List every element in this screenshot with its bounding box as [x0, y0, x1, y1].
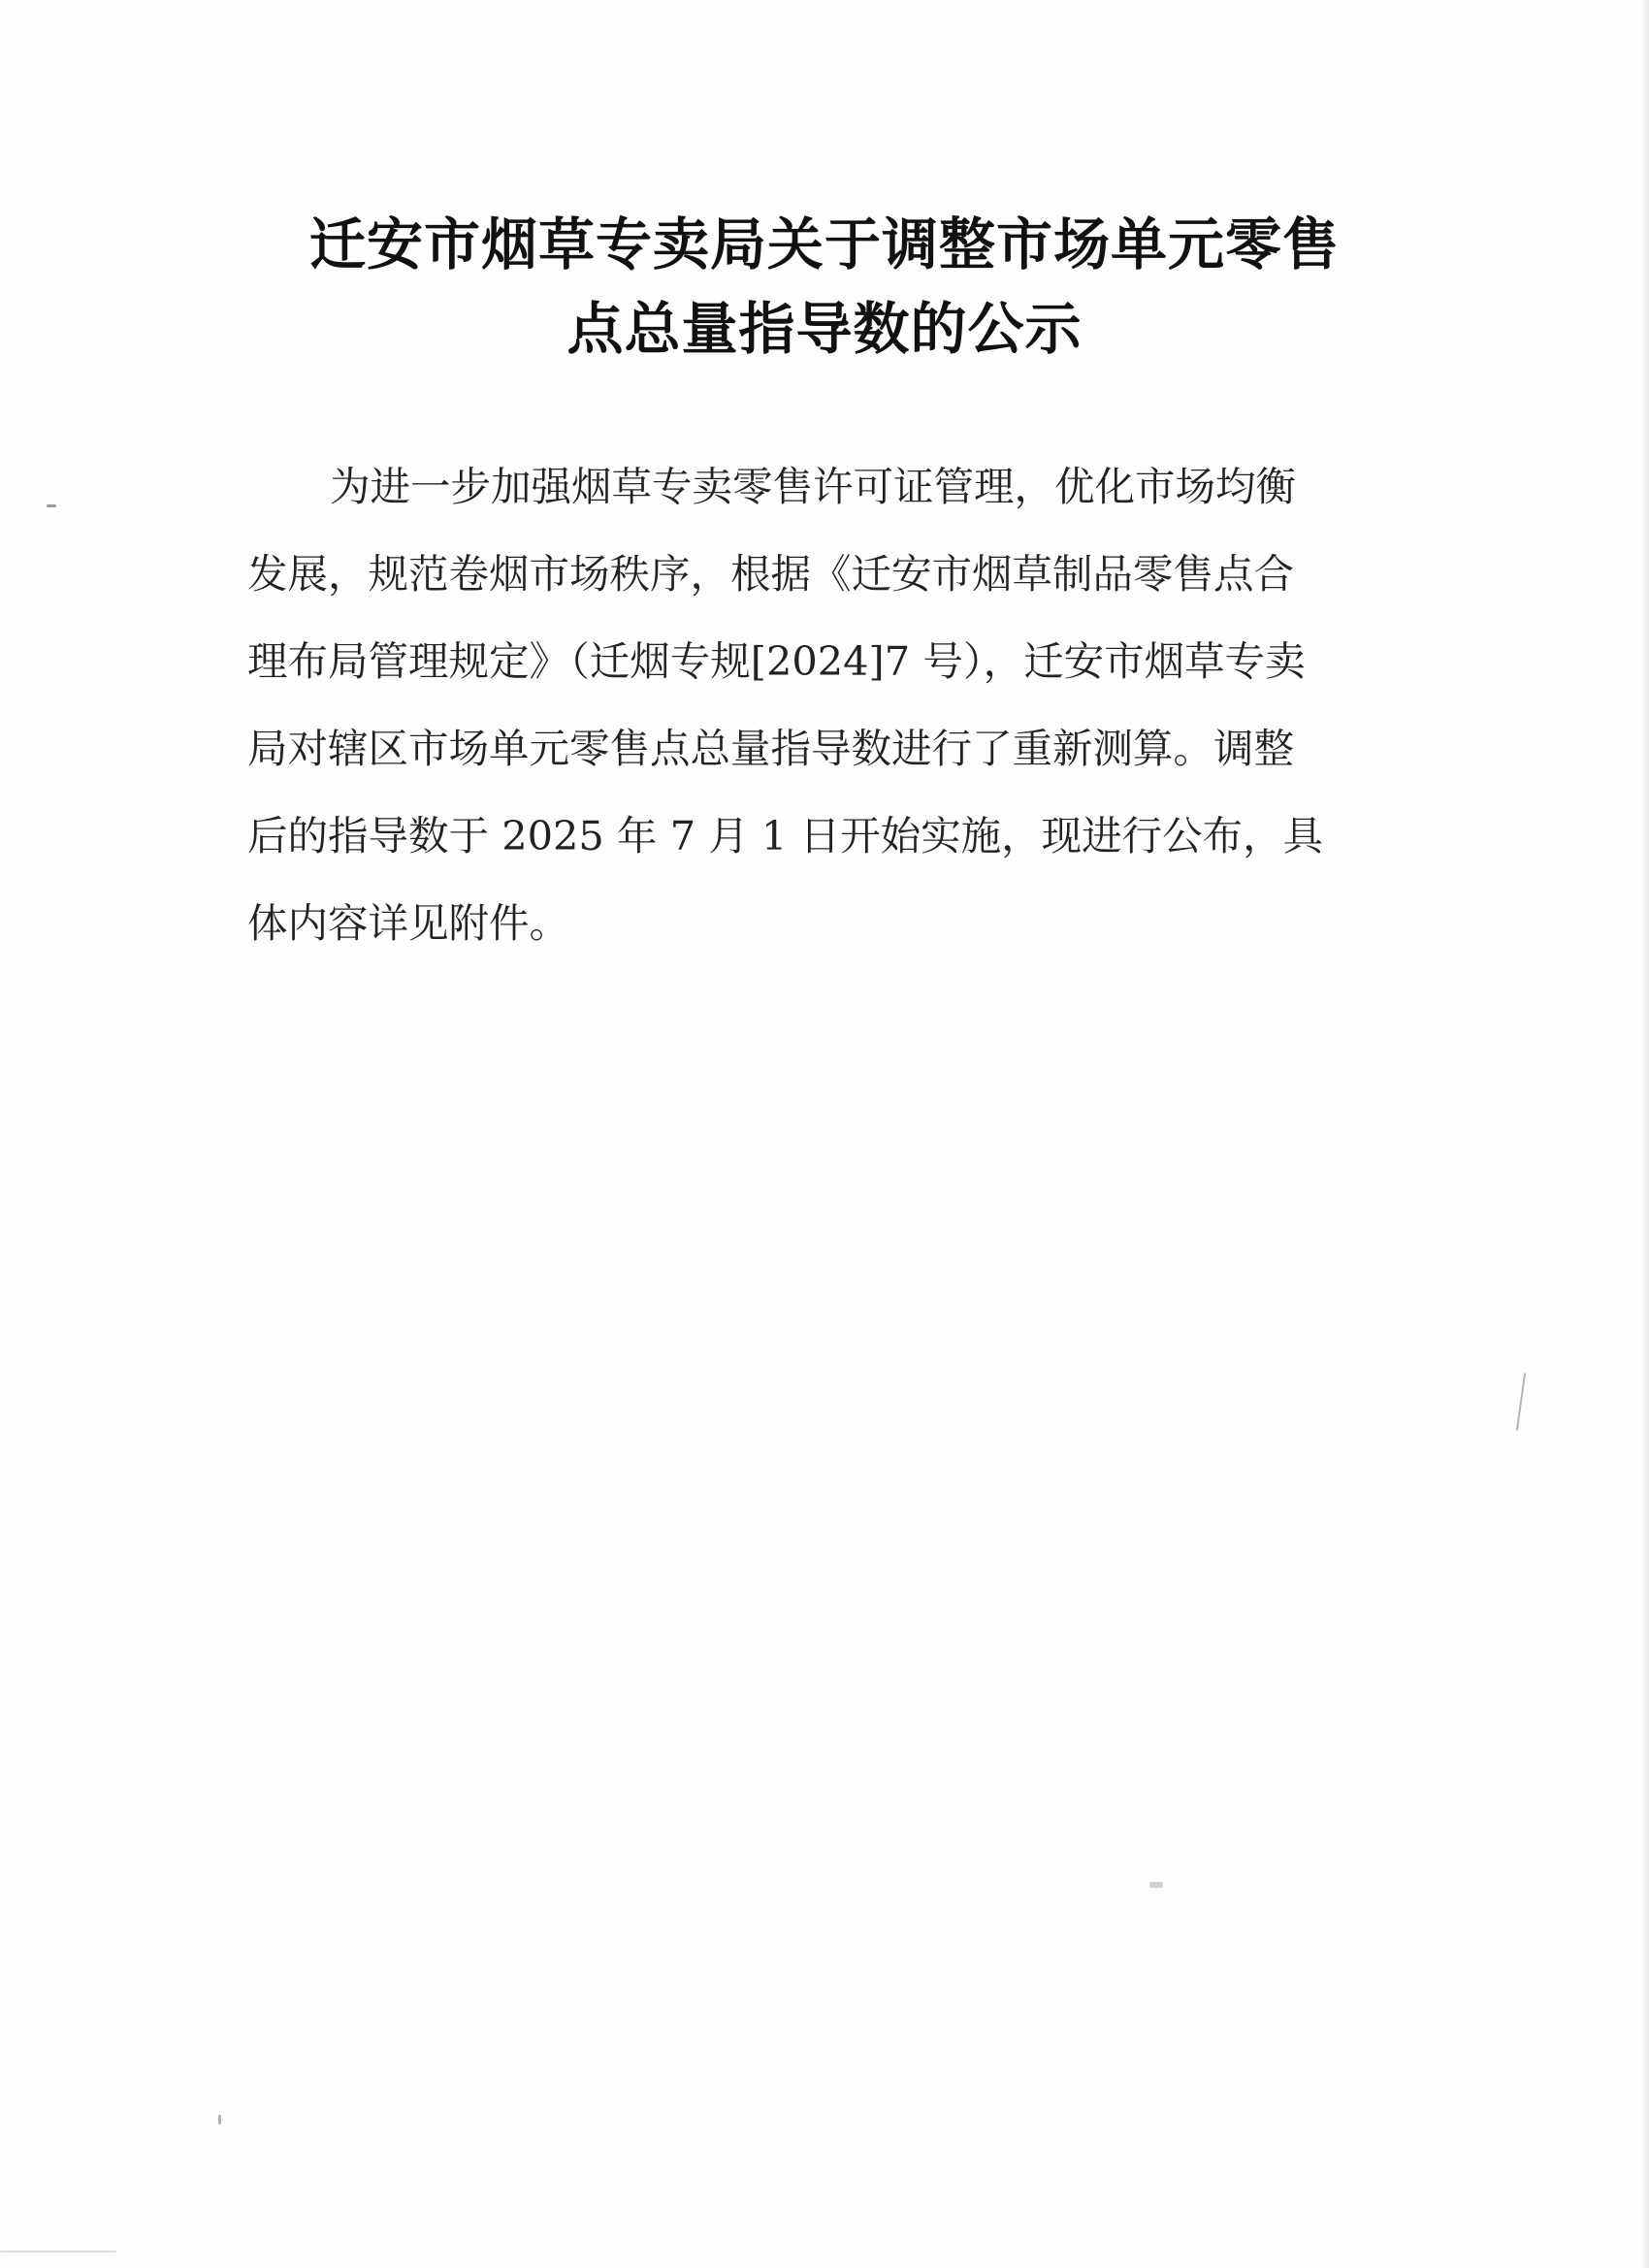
scan-edge-line — [0, 2251, 116, 2252]
scan-speck — [1149, 1882, 1163, 1888]
body-paragraph-line-6: 体内容详见附件。 — [247, 899, 570, 947]
body-paragraph-line-5: 后的指导数于 2025 年 7 月 1 日开始实施，现进行公布，具 — [247, 812, 1324, 859]
scan-speck — [218, 2115, 221, 2124]
body-paragraph-line-4: 局对辖区市场单元零售点总量指导数进行了重新测算。调整 — [247, 725, 1295, 772]
body-paragraph-line-3: 理布局管理规定》（迁烟专规[2024]7 号），迁安市烟草专卖 — [247, 637, 1306, 685]
document-title-line-1: 迁安市烟草专卖局关于调整市场单元零售 — [308, 211, 1340, 277]
document-title-line-2: 点总量指导数的公示 — [566, 296, 1083, 362]
body-paragraph-line-1: 为进一步加强烟草专卖零售许可证管理，优化市场均衡 — [330, 463, 1297, 510]
body-paragraph-line-2: 发展，规范卷烟市场秩序，根据《迁安市烟草制品零售点合 — [247, 550, 1295, 598]
scan-speck — [47, 504, 56, 507]
scan-edge-shadow — [1641, 0, 1649, 2268]
scan-mark — [1516, 1373, 1526, 1431]
